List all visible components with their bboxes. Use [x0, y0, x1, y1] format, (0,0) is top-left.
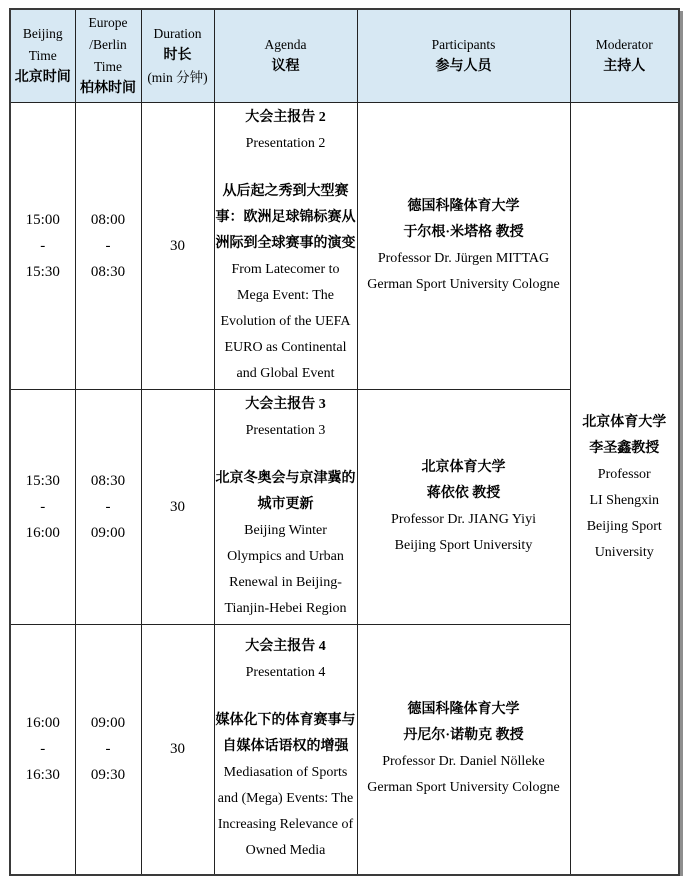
- agenda-cell: [214, 625, 357, 875]
- participant-name-en: Professor Dr. Jürgen MITTAG: [377, 251, 550, 266]
- header-beijing-time-en-2: Time: [28, 48, 57, 63]
- moderator-en-line: Beijing Sport: [586, 519, 662, 535]
- berlin-time-cell: [75, 390, 141, 625]
- agenda-title-zh: 从后起之秀到大型赛事：欧洲足球锦标赛从洲际到全球赛事的演变: [215, 184, 356, 251]
- time-start: 16:00: [25, 715, 60, 732]
- header-participants-en: Participants: [431, 37, 496, 52]
- header-beijing-time-zh: 北京时间: [14, 70, 71, 85]
- header-cell-duration: [141, 9, 214, 103]
- participant-name-zh: 于尔根·米塔格 教授: [403, 225, 524, 240]
- header-cell-moderator: [570, 9, 679, 103]
- agenda-heading-en: Presentation 2: [245, 136, 326, 151]
- participant-org-en: German Sport University Cologne: [367, 780, 560, 796]
- time-end: 16:30: [25, 767, 60, 784]
- participant-name-zh: 丹尼尔·诺勒克 教授: [403, 728, 524, 744]
- beijing-time-cell: [10, 390, 75, 625]
- agenda-heading-en: Presentation 3: [245, 423, 326, 438]
- time-start: 09:00: [90, 715, 126, 732]
- header-agenda-en: Agenda: [264, 37, 307, 52]
- agenda-title-en: Mediasation of Sports and (Mega) Events: The Increasing Relevance of Owned Media: [217, 765, 354, 859]
- participant-name-zh: 蒋依依 教授: [426, 486, 501, 501]
- participants-cell: [357, 103, 570, 390]
- header-cell-beijing-time: [10, 9, 75, 103]
- header-cell-agenda: [214, 9, 357, 103]
- header-beijing-time-en-1: Beijing: [22, 26, 63, 41]
- header-participants-zh: 参与人员: [435, 59, 492, 74]
- time-end: 09:30: [90, 767, 126, 784]
- header-moderator-zh: 主持人: [603, 59, 646, 74]
- beijing-time-cell: [10, 103, 75, 390]
- time-start: 08:30: [90, 473, 126, 489]
- header-berlin-time-en-1: Europe: [88, 15, 128, 30]
- agenda-cell: [214, 390, 357, 625]
- participant-name-en: Professor Dr. Daniel Nölleke: [382, 754, 545, 770]
- moderator-en-line: University: [594, 545, 654, 561]
- conference-schedule: [9, 8, 680, 876]
- moderator-name-zh: 李圣鑫教授: [589, 441, 660, 457]
- header-berlin-time-en-3: Time: [93, 59, 122, 74]
- participant-org-zh: 德国科隆体育大学: [407, 199, 520, 214]
- table-header-row: [10, 9, 679, 103]
- moderator-org-zh: 北京体育大学: [582, 415, 667, 431]
- duration-cell: 30: [141, 625, 214, 875]
- beijing-time-cell: [10, 625, 75, 875]
- agenda-title-zh: 北京冬奥会与京津冀的城市更新: [215, 471, 356, 512]
- time-dash: -: [105, 741, 111, 758]
- time-dash: -: [105, 499, 111, 515]
- participant-org-zh: 北京体育大学: [421, 460, 506, 475]
- moderator-cell: [570, 103, 679, 875]
- header-duration-zh: 时长: [163, 48, 192, 63]
- participants-cell: [357, 625, 570, 875]
- header-berlin-time-en-2: /Berlin: [89, 37, 127, 52]
- agenda-heading-zh: 大会主报告 4: [245, 639, 326, 655]
- duration-cell: 30: [141, 103, 214, 390]
- berlin-time-cell: [75, 103, 141, 390]
- time-start: 15:00: [25, 212, 60, 228]
- schedule-row-1: [10, 103, 679, 390]
- header-agenda-zh: 议程: [271, 59, 300, 74]
- header-cell-berlin-time: [75, 9, 141, 103]
- participant-org-en: Beijing Sport University: [394, 538, 533, 553]
- header-duration-unit: (min 分钟): [147, 70, 208, 85]
- time-start: 15:30: [25, 473, 60, 489]
- agenda-heading-zh: 大会主报告 2: [245, 110, 326, 125]
- participant-org-zh: 德国科隆体育大学: [407, 702, 520, 718]
- participant-name-en: Professor Dr. JIANG Yiyi: [391, 512, 536, 527]
- agenda-cell: [214, 103, 357, 390]
- schedule-table: [9, 8, 680, 876]
- header-cell-participants: [357, 9, 570, 103]
- moderator-en-line: Professor: [597, 467, 651, 483]
- agenda-heading-en: Presentation 4: [245, 665, 326, 681]
- header-duration-en: Duration: [153, 26, 202, 41]
- agenda-title-zh: 媒体化下的体育赛事与自媒体话语权的增强: [215, 713, 356, 755]
- time-start: 08:00: [90, 212, 126, 228]
- agenda-title-en: From Latecomer to Mega Event: The Evolution of the UEFA EURO as Continental and Global Event: [220, 262, 351, 381]
- time-dash: -: [40, 741, 46, 758]
- time-end: 08:30: [90, 264, 126, 280]
- berlin-time-cell: [75, 625, 141, 875]
- agenda-heading-zh: 大会主报告 3: [245, 397, 326, 412]
- header-moderator-en: Moderator: [595, 37, 653, 52]
- time-dash: -: [40, 238, 46, 254]
- time-end: 16:00: [25, 525, 60, 541]
- participant-org-en: German Sport University Cologne: [367, 277, 560, 292]
- time-end: 15:30: [25, 264, 60, 280]
- agenda-title-en: Beijing Winter Olympics and Urban Renewal in Beijing-Tianjin-Hebei Region: [224, 523, 347, 616]
- time-dash: -: [40, 499, 46, 515]
- moderator-en-line: LI Shengxin: [589, 493, 660, 509]
- time-dash: -: [105, 238, 111, 254]
- participants-cell: [357, 390, 570, 625]
- duration-cell: 30: [141, 390, 214, 625]
- time-end: 09:00: [90, 525, 126, 541]
- header-berlin-time-zh: 柏林时间: [80, 81, 136, 96]
